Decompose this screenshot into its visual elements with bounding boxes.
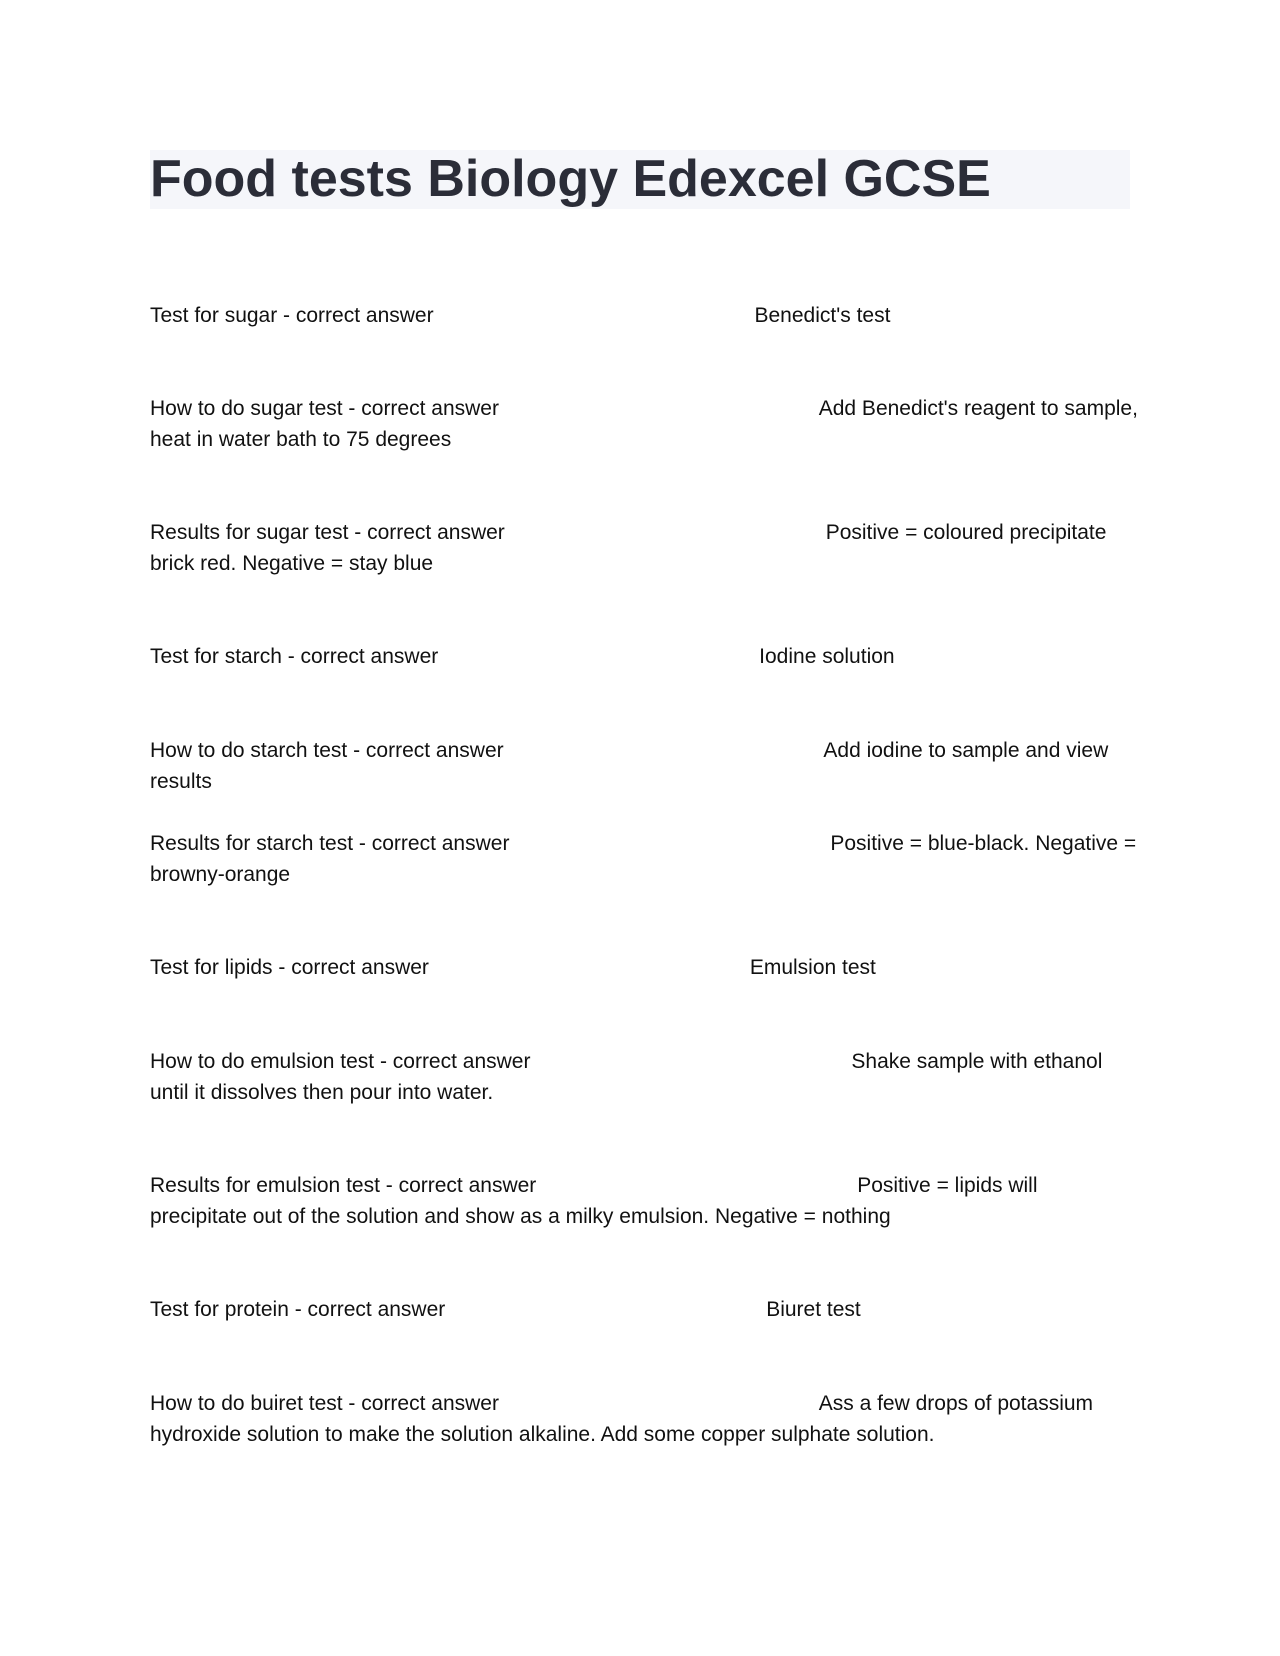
question-text: How to do buiret test - correct answer (150, 1392, 499, 1415)
qa-item (150, 641, 1140, 672)
question-text: Results for emulsion test - correct answer (150, 1174, 537, 1197)
answer-text: Positive = coloured precipitate brick red. Negative = stay blue (150, 521, 1113, 575)
qa-item (150, 735, 1140, 797)
answer-gap (530, 1050, 851, 1073)
qa-item (150, 1046, 1140, 1108)
answer-gap (504, 739, 824, 762)
answer-gap (505, 521, 826, 544)
page-title: Food tests Biology Edexcel GCSE (150, 150, 991, 208)
qa-item (150, 393, 1144, 455)
question-text: Results for starch test - correct answer (150, 832, 510, 855)
question-text: Test for sugar - correct answer (150, 304, 434, 327)
answer-text: Positive = blue-black. Negative = browny-orange (150, 832, 1143, 886)
question-text: Test for lipids - correct answer (150, 956, 429, 979)
answer-text: Iodine solution (759, 645, 895, 668)
answer-gap (499, 1392, 819, 1415)
question-text: How to do emulsion test - correct answer (150, 1050, 531, 1073)
qa-item (150, 952, 1140, 983)
answer-gap (509, 832, 830, 855)
question-text: Test for protein - correct answer (150, 1298, 446, 1321)
answer-text: Add Benedict's reagent to sample, heat in water bath to 75 degrees (150, 397, 1144, 451)
answer-text: Positive = lipids will precipitate out of the solution and show as a milky emulsion. Negative = nothing (150, 1174, 1044, 1228)
answer-text: Emulsion test (749, 956, 876, 979)
qa-item (150, 1294, 1140, 1325)
answer-gap (536, 1174, 857, 1197)
question-text: Results for sugar test - correct answer (150, 521, 505, 544)
qa-item (150, 828, 1143, 890)
answer-gap (429, 956, 750, 979)
answer-text: Biuret test (766, 1298, 861, 1321)
answer-text: Ass a few drops of potassium hydroxide solution to make the solution alkaline. Add some copper sulphate solution. (150, 1392, 1099, 1446)
answer-gap (445, 1298, 766, 1321)
answer-gap (434, 304, 755, 327)
qa-item (150, 1170, 1140, 1232)
qa-item (150, 517, 1140, 579)
answer-gap (499, 397, 819, 420)
qa-item (150, 1388, 1140, 1450)
question-text: Test for starch - correct answer (150, 645, 439, 668)
answer-gap (438, 645, 759, 668)
answer-text: Shake sample with ethanol until it dissolves then pour into water. (150, 1050, 1109, 1104)
question-text: How to do sugar test - correct answer (150, 397, 499, 420)
answer-text: Benedict's test (754, 304, 891, 327)
question-text: How to do starch test - correct answer (150, 739, 504, 762)
qa-item (150, 300, 1140, 331)
answer-text: Add iodine to sample and view results (150, 739, 1115, 793)
